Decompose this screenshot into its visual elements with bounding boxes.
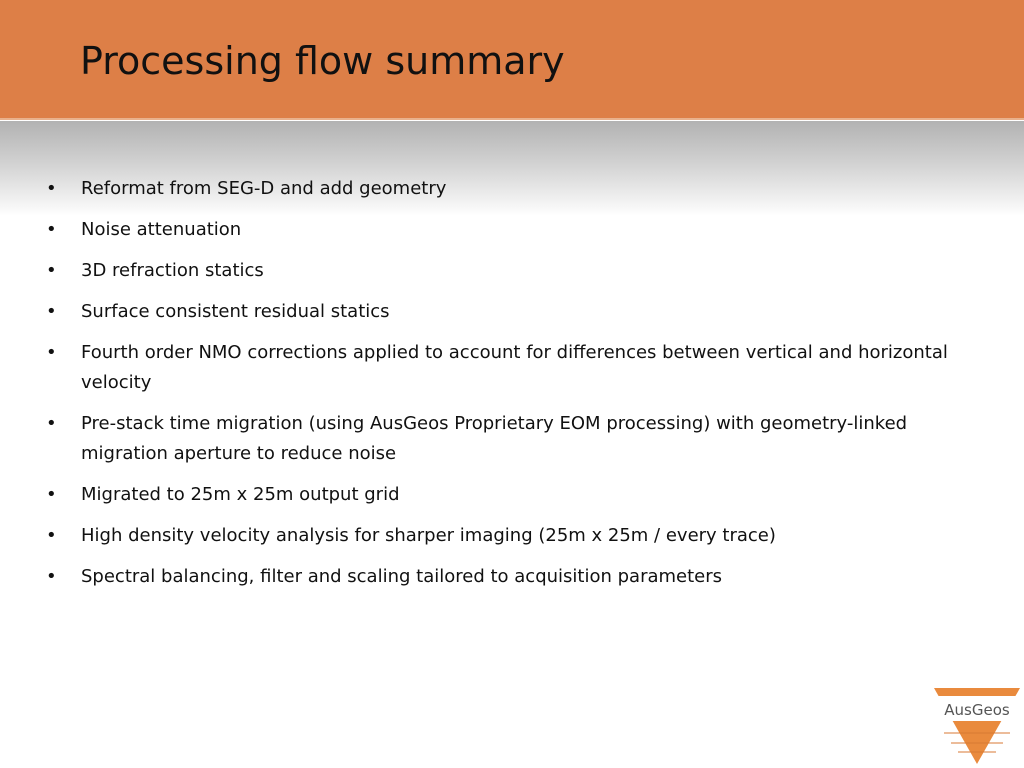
bullet-item	[46, 256, 986, 286]
bullet-text: Spectral balancing, filter and scaling tailored to acquisition parameters	[81, 566, 723, 587]
bullet-dot: •	[46, 260, 57, 281]
logo-wordmark: AusGeos	[944, 701, 1010, 719]
title-bar	[0, 0, 1024, 120]
bullet-dot: •	[46, 413, 57, 434]
bullet-list	[46, 174, 986, 603]
bullet-text: Fourth order NMO corrections applied to account for differences between vertical and horizontal velocity	[81, 342, 948, 393]
bullet-text: Reformat from SEG-D and add geometry	[81, 178, 447, 199]
bullet-text: High density velocity analysis for sharper imaging (25m x 25m / every trace)	[81, 525, 776, 546]
bullet-dot: •	[46, 566, 57, 587]
bullet-item	[46, 297, 986, 327]
bullet-item	[46, 409, 986, 469]
bullet-item	[46, 521, 986, 551]
bullet-item	[46, 562, 986, 592]
bullet-item	[46, 338, 986, 398]
bullet-text: Pre-stack time migration (using AusGeos Proprietary EOM processing) with geometry-linked migration aperture to reduce noise	[81, 413, 908, 464]
bullet-item	[46, 174, 986, 204]
bullet-dot: •	[46, 301, 57, 322]
bullet-text: Surface consistent residual statics	[81, 301, 390, 322]
slide-title: Processing flow summary	[80, 39, 565, 83]
bullet-dot: •	[46, 178, 57, 199]
bullet-dot: •	[46, 525, 57, 546]
bullet-text: Noise attenuation	[81, 219, 242, 240]
ausgeos-logo-icon	[934, 688, 1020, 764]
bullet-item	[46, 215, 986, 245]
ausgeos-logo	[934, 688, 1020, 764]
bullet-dot: •	[46, 484, 57, 505]
bullet-dot: •	[46, 219, 57, 240]
bullet-text: 3D refraction statics	[81, 260, 264, 281]
bullet-dot: •	[46, 342, 57, 363]
bullet-item	[46, 480, 986, 510]
bullet-text: Migrated to 25m x 25m output grid	[81, 484, 400, 505]
